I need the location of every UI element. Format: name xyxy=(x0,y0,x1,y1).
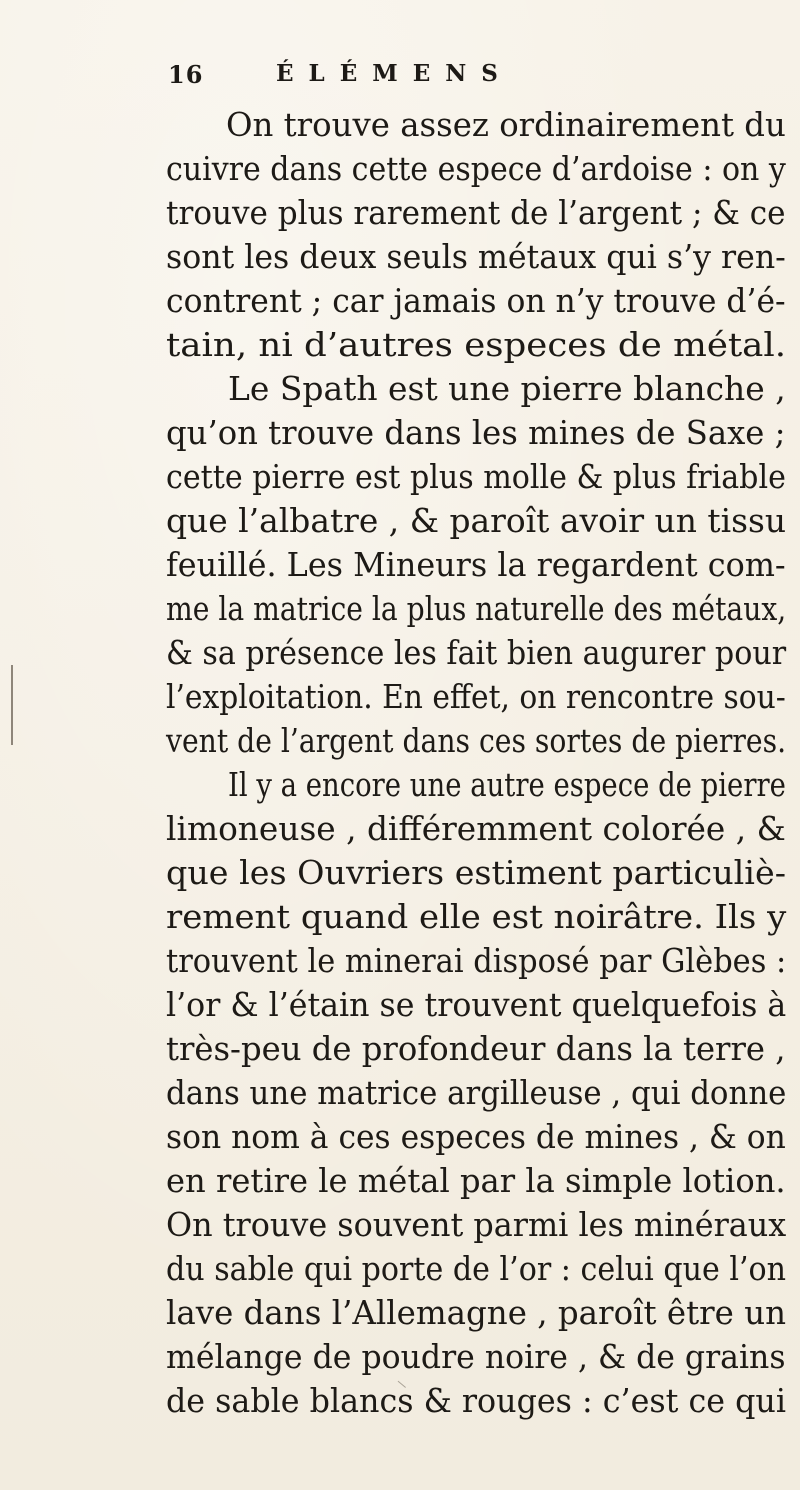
text-line: me la matrice la plus naturelle des métaux, xyxy=(166,589,787,628)
page-number: 16 xyxy=(168,60,204,89)
text-line: l’exploitation. En effet, on rencontre sou- xyxy=(166,677,786,716)
text-line: sont les deux seuls métaux qui s’y ren- xyxy=(166,237,786,276)
text-line: l’or & l’étain se trouvent quelquefois à xyxy=(166,985,787,1024)
text-line: cette pierre est plus molle & plus friable xyxy=(166,457,786,496)
text-line: feuillé. Les Mineurs la regardent com- xyxy=(166,545,786,584)
text-line: dans une matrice argilleuse , qui donne xyxy=(166,1073,787,1112)
margin-mark xyxy=(11,665,13,745)
text-line: Le Spath est une pierre blanche , xyxy=(228,369,786,408)
text-line: tain, ni d’autres especes de métal. xyxy=(166,325,787,364)
text-line: très-peu de profondeur dans la terre , xyxy=(166,1029,786,1068)
text-line: mélange de poudre noire , & de grains xyxy=(166,1337,786,1376)
text-line: On trouve assez ordinairement du xyxy=(226,105,786,144)
text-line: lave dans l’Allemagne , paroît être un xyxy=(166,1293,787,1332)
text-line: que l’albatre , & paroît avoir un tissu xyxy=(166,501,787,540)
running-head: ÉLÉMENS xyxy=(276,60,513,87)
text-line: trouvent le minerai disposé par Glèbes : xyxy=(166,941,787,980)
text-line: de sable blancs & rouges : c’est ce qui xyxy=(166,1381,787,1420)
text-line: trouve plus rarement de l’argent ; & ce xyxy=(166,193,786,232)
text-line: limoneuse , différemment colorée , & xyxy=(166,809,786,848)
text-line: qu’on trouve dans les mines de Saxe ; xyxy=(166,413,786,452)
text-line: son nom à ces especes de mines , & on xyxy=(166,1117,786,1156)
page-header xyxy=(168,60,760,100)
text-line: du sable qui porte de l’or : celui que l’on xyxy=(166,1249,787,1288)
text-line: cuivre dans cette espece d’ardoise : on y xyxy=(166,149,786,188)
text-line: contrent ; car jamais on n’y trouve d’é- xyxy=(166,281,786,320)
text-line: que les Ouvriers estiment particuliè- xyxy=(166,853,786,892)
text-line: Il y a encore une autre espece de pierre xyxy=(228,765,786,804)
text-line: rement quand elle est noirâtre. Ils y xyxy=(166,897,787,936)
text-line: en retire le métal par la simple lotion. xyxy=(166,1161,786,1200)
text-line: On trouve souvent parmi les minéraux xyxy=(166,1205,787,1244)
text-line: vent de l’argent dans ces sortes de pierres. xyxy=(166,721,787,760)
text-line: & sa présence les fait bien augurer pour xyxy=(166,633,787,672)
